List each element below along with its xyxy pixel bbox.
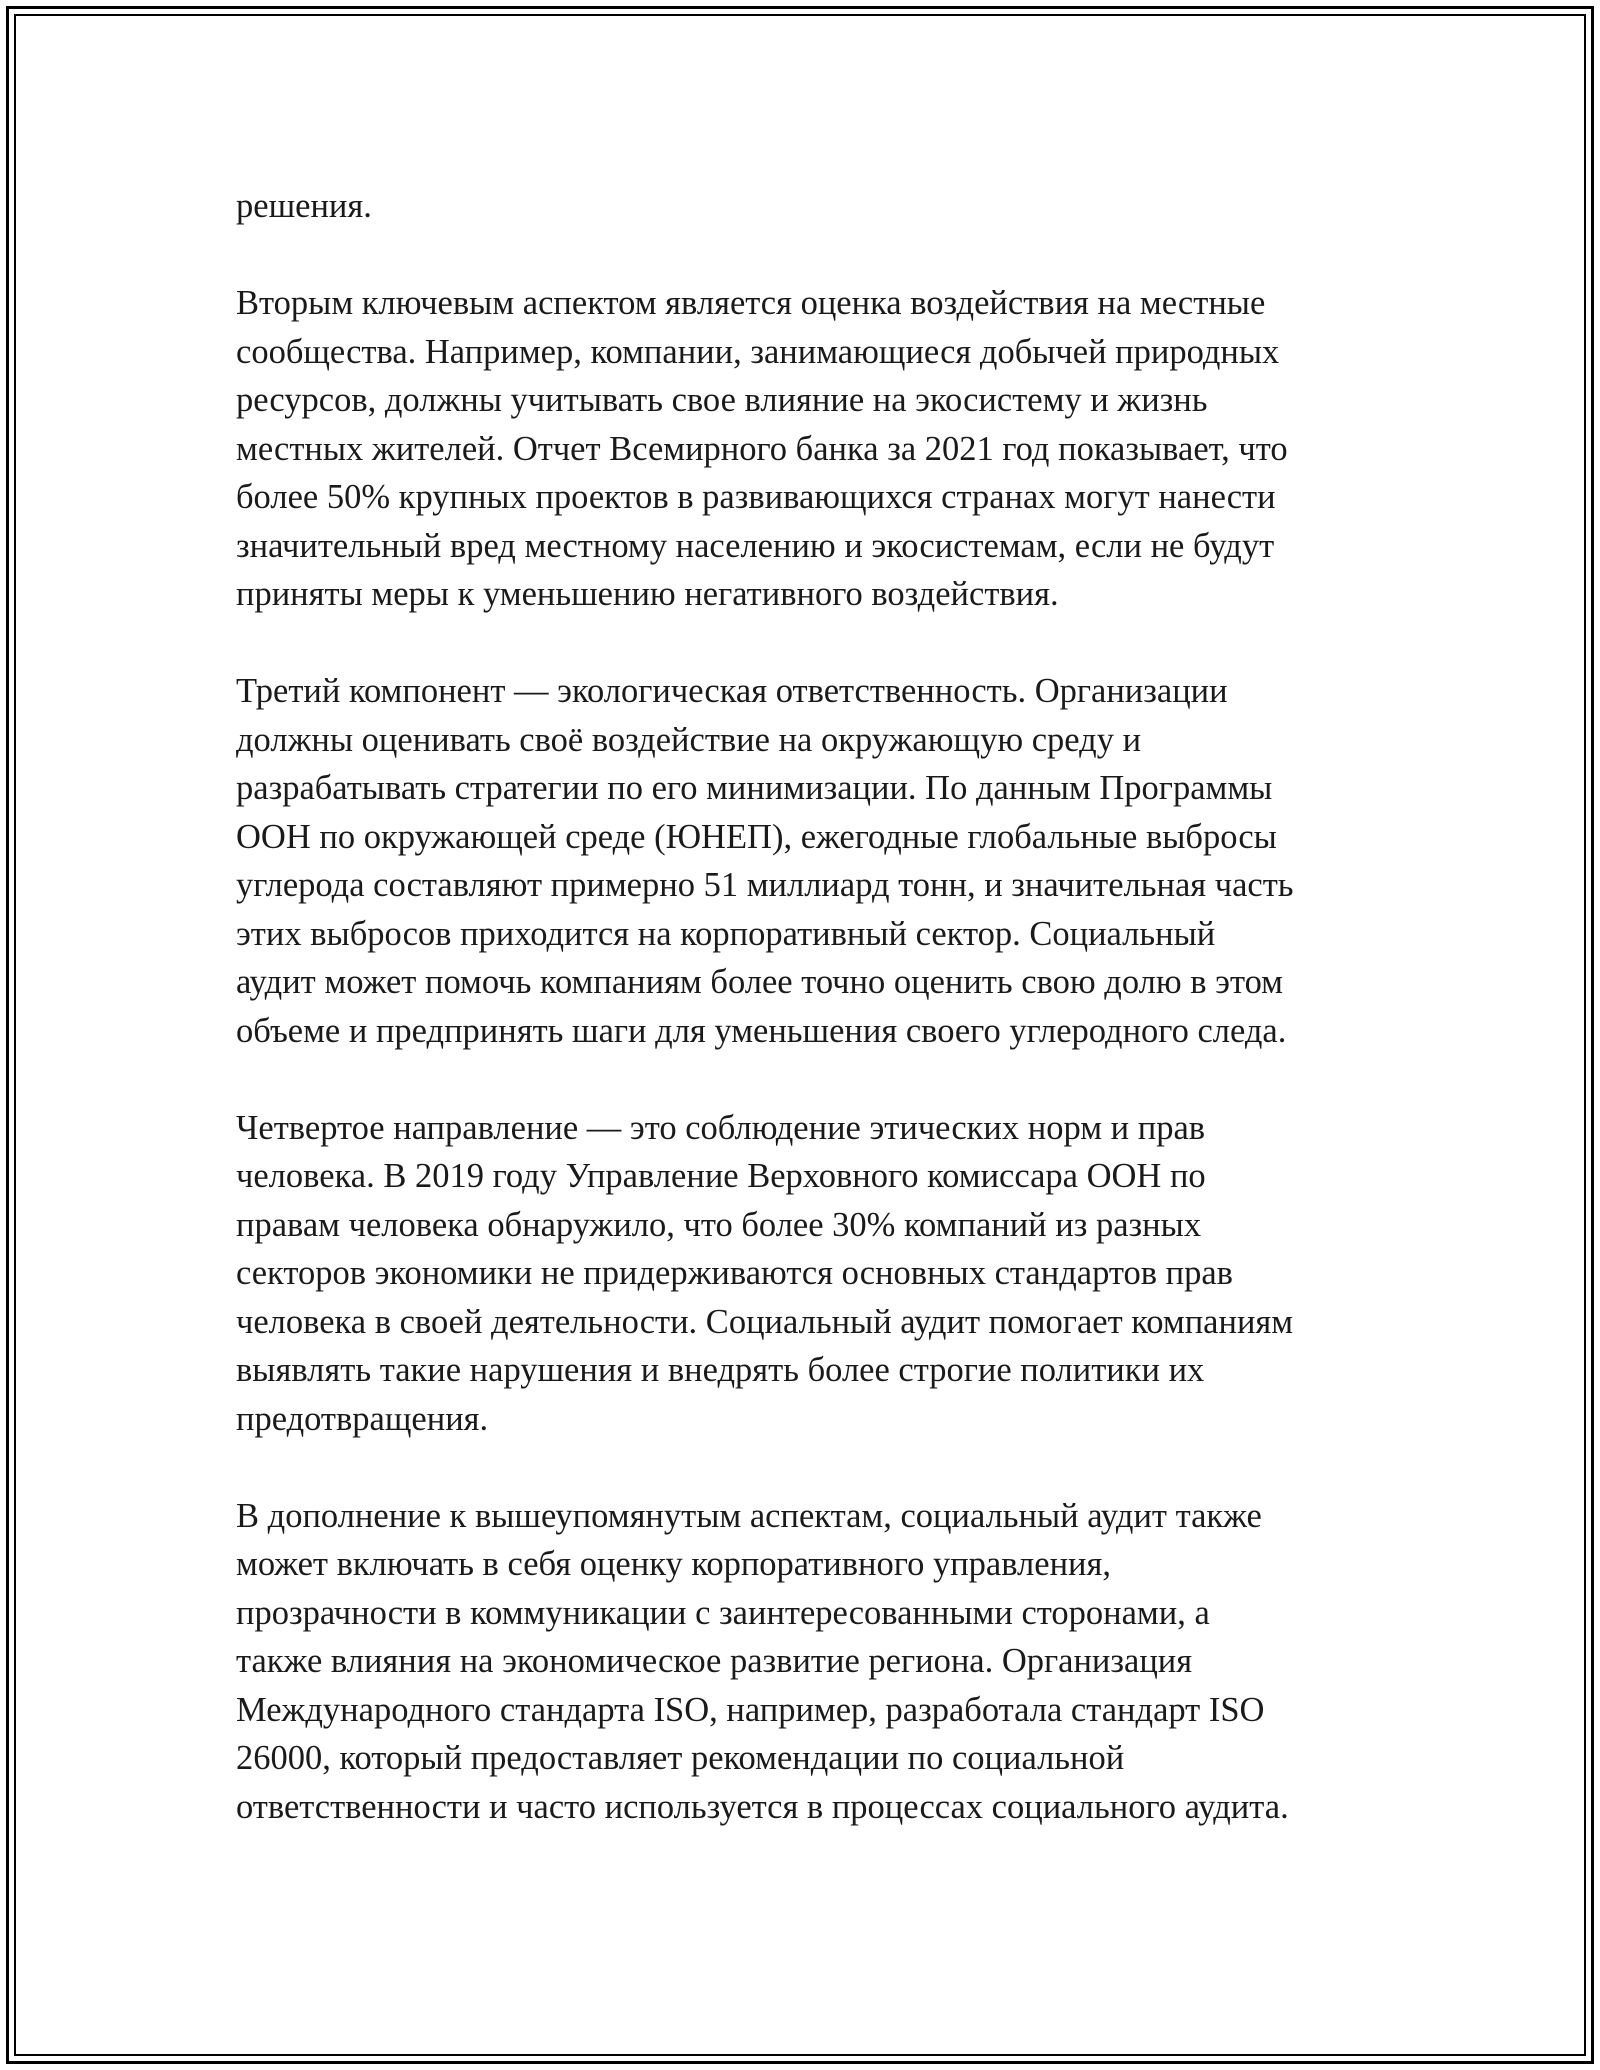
text-line: этих выбросов приходится на корпоративный сектор. Социальный [236, 914, 1216, 953]
text-line: ресурсов, должны учитывать свое влияние на экосистему и жизнь [236, 381, 1208, 419]
text-line: Международного стандарта ISO, например, разработала стандарт ISO [236, 1690, 1265, 1729]
text-line: В дополнение к вышеупомянутым аспектам, социальный аудит также [236, 1496, 1262, 1535]
text-line: может включать в себя оценку корпоративного управления, [236, 1545, 1111, 1583]
text-line: секторов экономики не придерживаются основных стандартов прав [236, 1254, 1233, 1292]
text-line: должны оценивать своё воздействие на окружающую среду и [236, 720, 1142, 759]
text-line: ответственности и часто используется в процессах социального аудита. [236, 1787, 1289, 1826]
document-body [236, 182, 1386, 1880]
text-line: объеме и предпринять шаги для уменьшения своего углеродного следа. [236, 1011, 1287, 1050]
text-line: Третий компонент — экологическая ответственность. Организации [236, 672, 1228, 710]
text-line: разрабатывать стратегии по его минимизации. По данным Программы [236, 769, 1273, 807]
text-line: решения. [236, 187, 372, 225]
text-line: ООН по окружающей среде (ЮНЕП), ежегодные глобальные выбросы [236, 817, 1277, 856]
text-line: также влияния на экономическое развитие региона. Организация [236, 1642, 1193, 1680]
text-line: сообщества. Например, компании, занимающиеся добычей природных [236, 332, 1280, 371]
text-line: 26000, который предоставляет рекомендации по социальной [236, 1739, 1125, 1777]
text-line: Четвертое направление — это соблюдение этических норм и прав [236, 1108, 1206, 1147]
text-line: значительный вред местному населению и экосистемам, если не будут [236, 526, 1275, 565]
text-line: прозрачности в коммуникации с заинтересованными сторонами, а [236, 1593, 1210, 1632]
text-line: более 50% крупных проектов в развивающихся странах могут нанести [236, 478, 1276, 516]
text-line: человека в своей деятельности. Социальный аудит помогает компаниям [236, 1302, 1294, 1341]
text-line: выявлять такие нарушения и внедрять более строгие политики их [236, 1351, 1205, 1389]
paragraph-continuation [236, 182, 1386, 231]
paragraph-environmental-responsibility [236, 667, 1386, 1055]
paragraph-additional-aspects [236, 1492, 1386, 1832]
text-line: аудит может помочь компаниям более точно оценить свою долю в этом [236, 963, 1284, 1001]
text-line: приняты меры к уменьшению негативного воздействия. [236, 575, 1059, 613]
text-line: предотвращения. [236, 1399, 489, 1438]
text-line: человека. В 2019 году Управление Верховного комиссара ООН по [236, 1157, 1206, 1195]
text-line: Вторым ключевым аспектом является оценка воздействия на местные [236, 284, 1266, 322]
paragraph-ethics-human-rights [236, 1104, 1386, 1444]
text-line: углерода составляют примерно 51 миллиард тонн, и значительная часть [236, 866, 1294, 904]
text-line: местных жителей. Отчет Всемирного банка за 2021 год показывает, что [236, 429, 1288, 468]
text-line: правам человека обнаружило, что более 30% компаний из разных [236, 1205, 1202, 1244]
paragraph-local-communities [236, 279, 1386, 619]
